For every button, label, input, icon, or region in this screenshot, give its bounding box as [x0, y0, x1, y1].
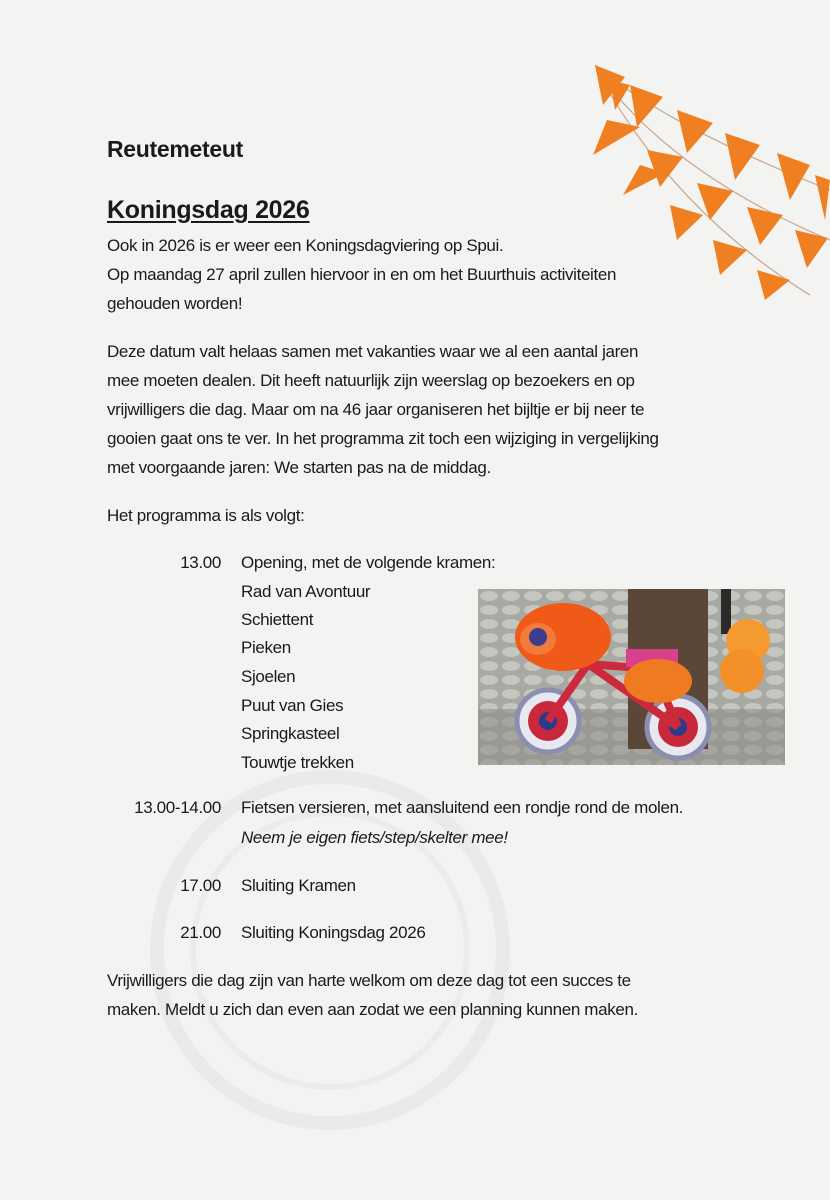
bunting-icon [585, 55, 830, 305]
paragraph-line: Deze datum valt helaas samen met vakanties waar we al een aantal jaren [107, 342, 639, 361]
decorated-bicycle-photo [478, 589, 785, 765]
intro-line: Ook in 2026 is er weer een Koningsdagviering op Spui. [107, 236, 504, 255]
closing-line: maken. Meldt u zich dan even aan zodat we een planning kunnen maken. [107, 1000, 638, 1019]
section-title: Reutemeteut [107, 136, 244, 162]
program-time: 13.00 [180, 553, 221, 572]
program-activity: Fietsen versieren, met aansluitend een rondje rond de molen. [241, 798, 684, 817]
paragraph-line: met voorgaande jaren: We starten pas na de middag. [107, 458, 491, 477]
program-time: 21.00 [180, 923, 221, 942]
program-intro: Het programma is als volgt: [107, 506, 305, 525]
stall-item: Rad van Avontuur [241, 582, 371, 601]
intro-line: Op maandag 27 april zullen hiervoor in en om het Buurthuis activiteiten [107, 265, 617, 284]
closing-line: Vrijwilligers die dag zijn van harte welkom om deze dag tot een succes te [107, 971, 631, 990]
program-note: Neem je eigen fiets/step/skelter mee! [241, 828, 508, 847]
stall-item: Puut van Gies [241, 696, 344, 715]
program-time: 13.00-14.00 [134, 798, 221, 817]
paragraph-line: mee moeten dealen. Dit heeft natuurlijk zijn weerslag op bezoekers en op [107, 371, 635, 390]
program-activity: Sluiting Kramen [241, 876, 356, 895]
stall-item: Sjoelen [241, 667, 296, 686]
stall-item: Touwtje trekken [241, 753, 354, 772]
paragraph-line: vrijwilligers die dag. Maar om na 46 jaar organiseren het bijltje er bij neer te [107, 400, 645, 419]
stall-item: Springkasteel [241, 724, 340, 743]
article-title: Koningsdag 2026 [107, 196, 310, 224]
paragraph-line: gooien gaat ons te ver. In het programma zit toch een wijziging in vergelijking [107, 429, 659, 448]
program-time: 17.00 [180, 876, 221, 895]
bleed-through-stamp-inner [190, 810, 470, 1090]
stall-item: Schiettent [241, 610, 314, 629]
program-activity: Opening, met de volgende kramen: [241, 553, 496, 572]
program-activity: Sluiting Koningsdag 2026 [241, 923, 426, 942]
intro-line: gehouden worden! [107, 294, 243, 313]
stall-item: Pieken [241, 638, 291, 657]
